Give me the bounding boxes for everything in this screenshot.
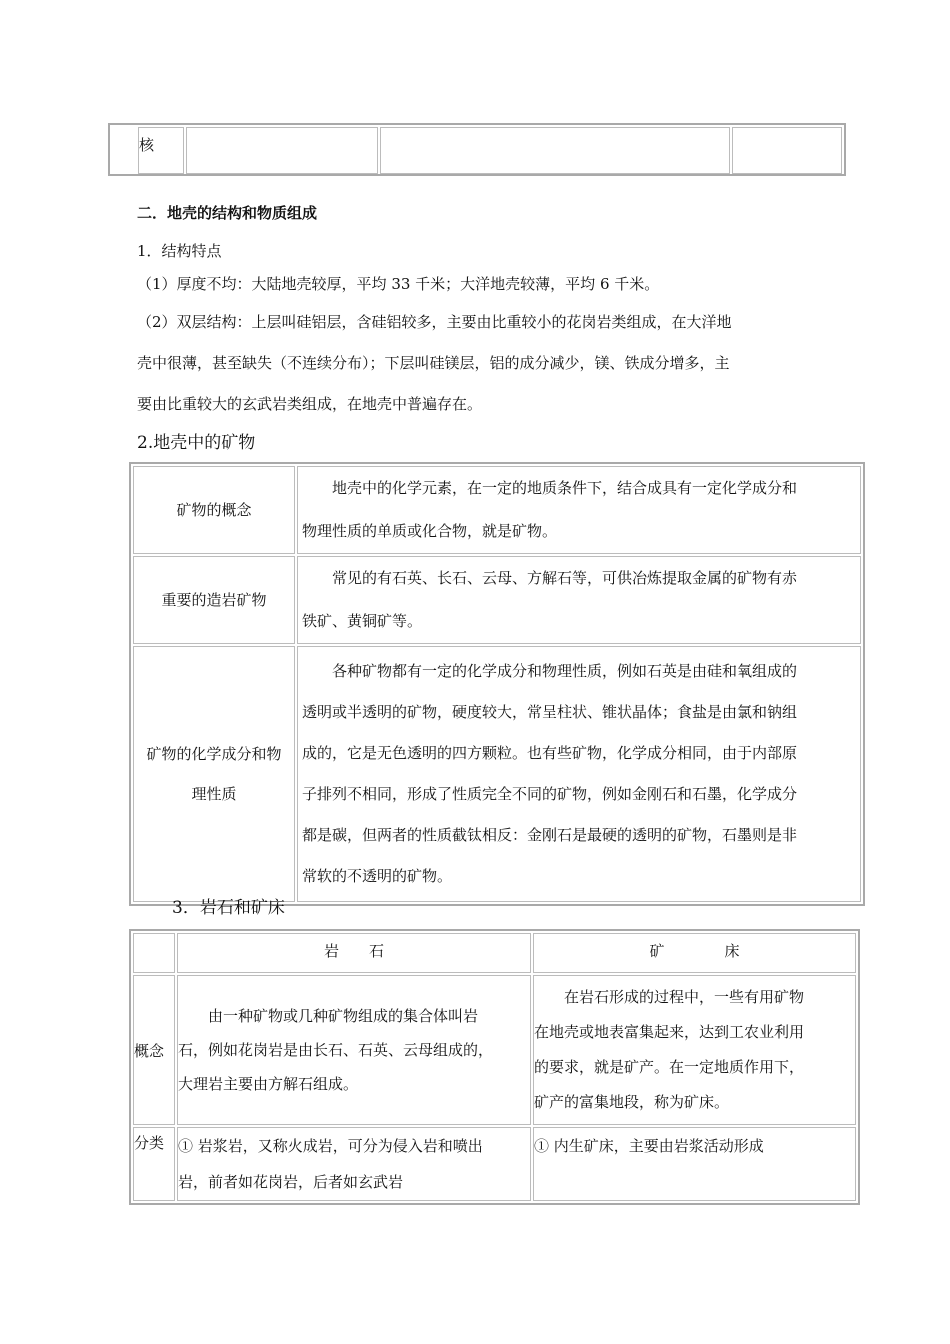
line: 大理岩主要由方解石组成。 bbox=[178, 1075, 359, 1093]
deposit-concept bbox=[533, 975, 856, 1125]
subheading-minerals: 2.地壳中的矿物 bbox=[137, 433, 256, 453]
core-cell: 核 bbox=[138, 127, 184, 174]
table-row bbox=[133, 975, 856, 1125]
table-row bbox=[133, 646, 861, 902]
mineral-value bbox=[297, 646, 861, 902]
label-line: 理性质 bbox=[191, 785, 237, 803]
row-label-classification: 分类 bbox=[133, 1127, 175, 1201]
corner-cell bbox=[133, 933, 175, 973]
core-empty-cell-2 bbox=[380, 127, 730, 174]
line: 由一种矿物或几种矿物组成的集合体叫岩 bbox=[178, 1007, 479, 1025]
subheading-rocks: 3．岩石和矿床 bbox=[172, 898, 285, 918]
line: 石，例如花岗岩是由长石、石英、云母组成的， bbox=[178, 1041, 494, 1059]
minerals-table bbox=[129, 462, 865, 906]
line: 常软的不透明的矿物。 bbox=[302, 867, 453, 885]
table-row bbox=[133, 556, 861, 644]
column-header-rock: 岩 石 bbox=[177, 933, 531, 973]
line: 矿产的富集地段，称为矿床。 bbox=[534, 1093, 730, 1111]
core-empty-cell-1 bbox=[186, 127, 378, 174]
core-table bbox=[108, 123, 846, 176]
paragraph-layers-1: （2）双层结构：上层叫硅铝层，含硅铝较多，主要由比重较小的花岗岩类组成，在大洋地 bbox=[137, 313, 732, 331]
rock-concept bbox=[177, 975, 531, 1125]
paragraph-thickness: （1）厚度不均：大陆地壳较厚，平均 33 千米；大洋地壳较薄，平均 6 千米。 bbox=[137, 275, 660, 293]
paragraph-layers-3: 要由比重较大的玄武岩类组成，在地壳中普遍存在。 bbox=[137, 395, 483, 413]
line: ① 内生矿床，主要由岩浆活动形成 bbox=[534, 1137, 764, 1155]
core-table-grid bbox=[110, 125, 844, 176]
minerals-grid bbox=[131, 464, 863, 904]
column-header-deposit: 矿 床 bbox=[533, 933, 856, 973]
table-row bbox=[133, 1127, 856, 1201]
rock-classification bbox=[177, 1127, 531, 1201]
line: 地壳中的化学元素，在一定的地质条件下，结合成具有一定化学成分和 bbox=[302, 479, 798, 497]
core-table-spacer bbox=[112, 127, 136, 174]
line: 各种矿物都有一定的化学成分和物理性质，例如石英是由硅和氧组成的 bbox=[302, 662, 798, 680]
mineral-value bbox=[297, 556, 861, 644]
line: 成的，它是无色透明的四方颗粒。也有些矿物，化学成分相同，由于内部原 bbox=[302, 744, 798, 762]
line: 子排列不相同，形成了性质完全不同的矿物，例如金刚石和石墨，化学成分 bbox=[302, 785, 798, 803]
subheading-structure: 1．结构特点 bbox=[137, 242, 222, 260]
mineral-label bbox=[133, 646, 295, 902]
table-row bbox=[133, 466, 861, 554]
mineral-label: 矿物的概念 bbox=[133, 466, 295, 554]
line: 的要求，就是矿产。在一定地质作用下， bbox=[534, 1058, 805, 1076]
deposit-classification bbox=[533, 1127, 856, 1201]
label-line: 矿物的化学成分和物 bbox=[146, 745, 282, 763]
line: 都是碳，但两者的性质截钛相反：金刚石是最硬的透明的矿物，石墨则是非 bbox=[302, 826, 798, 844]
rocks-deposits-table bbox=[129, 929, 860, 1205]
line: 在岩石形成的过程中，一些有用矿物 bbox=[534, 988, 805, 1006]
rocks-grid bbox=[131, 931, 858, 1203]
line: 常见的有石英、长石、云母、方解石等，可供冶炼提取金属的矿物有赤 bbox=[302, 569, 798, 587]
row-label-concept: 概念 bbox=[133, 975, 175, 1125]
line: ① 岩浆岩，又称火成岩，可分为侵入岩和喷出 bbox=[178, 1137, 483, 1155]
table-row bbox=[133, 933, 856, 973]
mineral-value bbox=[297, 466, 861, 554]
line: 岩，前者如花岗岩，后者如玄武岩 bbox=[178, 1173, 404, 1191]
line: 透明或半透明的矿物，硬度较大，常呈柱状、锥状晶体；食盐是由氯和钠组 bbox=[302, 703, 798, 721]
paragraph-layers-2: 壳中很薄，甚至缺失（不连续分布）；下层叫硅镁层，铝的成分减少，镁、铁成分增多，主 bbox=[137, 354, 730, 372]
line: 物理性质的单质或化合物，就是矿物。 bbox=[302, 522, 558, 540]
line: 铁矿、黄铜矿等。 bbox=[302, 612, 423, 630]
core-empty-cell-3 bbox=[732, 127, 842, 174]
section-heading: 二．地壳的结构和物质组成 bbox=[137, 204, 318, 222]
line: 在地壳或地表富集起来，达到工农业利用 bbox=[534, 1023, 805, 1041]
mineral-label: 重要的造岩矿物 bbox=[133, 556, 295, 644]
